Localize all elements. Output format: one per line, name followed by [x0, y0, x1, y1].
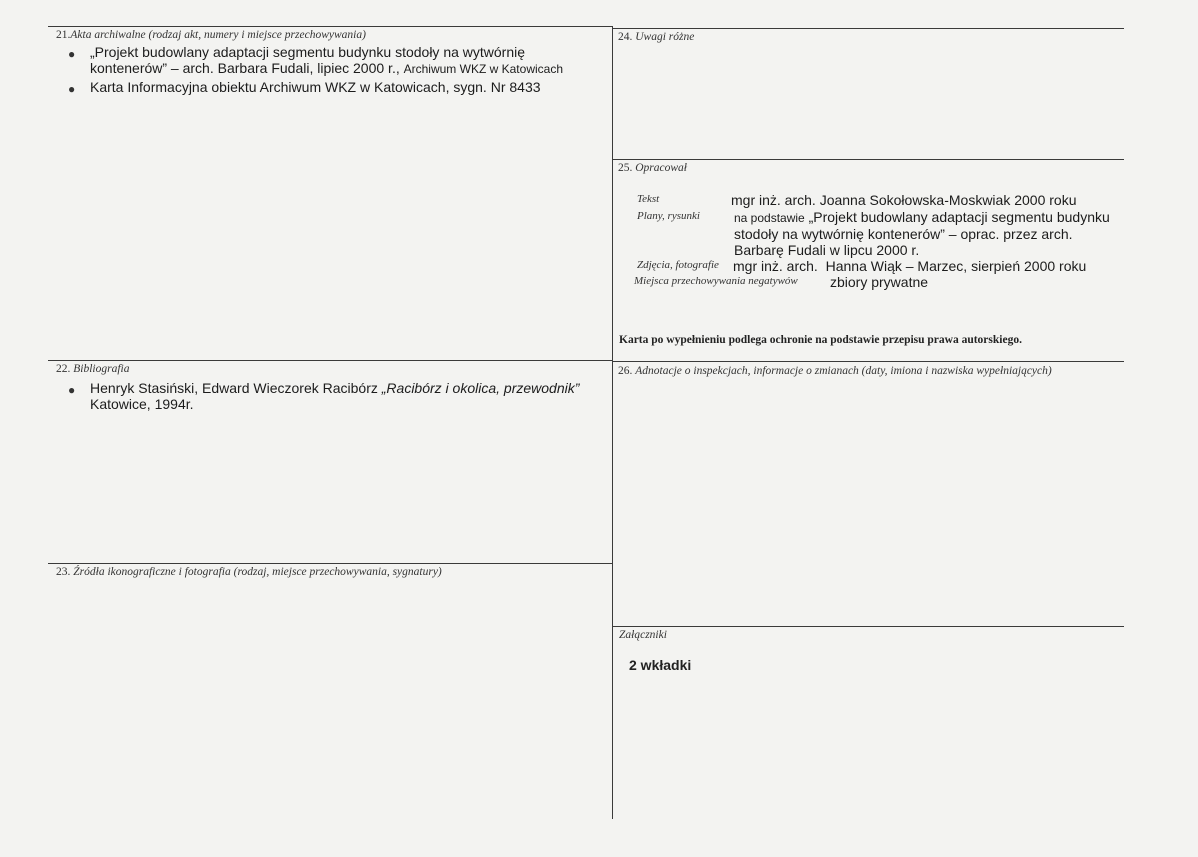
archival-item-1-line1: „Projekt budowlany adaptacji segmentu budynku stodoły na wytwórnię [90, 44, 526, 60]
section-24-label: Uwagi różne [635, 31, 695, 43]
text-credit-label: Tekst [637, 193, 660, 205]
bibliography-place-year: Katowice, 1994r. [90, 396, 194, 412]
bibliography-title: „Racibórz i okolica, przewodnik” [381, 380, 580, 396]
list-item [58, 79, 610, 95]
top-right-rule [612, 28, 1124, 29]
section-22-label: Bibliografia [73, 363, 130, 375]
archival-files-list [58, 44, 610, 95]
text-credit-value: mgr inż. arch. Joanna Sokołowska-Moskwiak 2000 roku [731, 192, 1077, 208]
section-23-header [56, 566, 442, 578]
archival-item-1-line2b: Archiwum WKZ w Katowicach [403, 62, 563, 76]
section-23-label: Źródła ikonograficzne i fotografia (rodzaj, miejsce przechowywania, sygnatury) [73, 566, 442, 578]
archival-item-2: Karta Informacyjna obiektu Archiwum WKZ w Katowicach, sygn. Nr 8433 [90, 79, 541, 95]
section-25-number: 25. [618, 162, 633, 174]
rule-23 [48, 563, 612, 564]
attachments-value: 2 wkładki [629, 657, 692, 673]
attachments-label: Załączniki [619, 629, 667, 641]
bullet-icon: ● [68, 383, 76, 397]
plans-prefix: na podstawie [734, 211, 805, 225]
plans-credit-label: Plany, rysunki [637, 210, 700, 222]
rule-attachments [612, 626, 1124, 627]
section-22-number: 22. [56, 363, 71, 375]
section-24-header [618, 31, 694, 43]
section-25-header [618, 162, 687, 174]
plans-value-line3: Barbarę Fudali w lipcu 2000 r. [734, 242, 920, 258]
attachments-header [619, 629, 667, 641]
bibliography-authors: Henryk Stasiński, Edward Wieczorek Racibórz [90, 380, 382, 396]
archival-item-1-line2a: kontenerów” – arch. Barbara Fudali, lipiec 2000 r., [90, 60, 400, 76]
bullet-icon: ● [68, 82, 76, 96]
photos-credit-label: Zdjęcia, fotografie [637, 259, 719, 271]
plans-value-line2: stodoły na wytwórnię kontenerów” – oprac. przez arch. [734, 226, 1073, 242]
top-left-rule [48, 26, 612, 27]
rule-22 [48, 360, 612, 361]
section-24-number: 24. [618, 31, 633, 43]
section-26-header [618, 365, 1052, 377]
section-26-number: 26. [618, 365, 633, 377]
plans-value-line1: „Projekt budowlany adaptacji segmentu budynku [804, 209, 1110, 225]
rule-25 [612, 159, 1124, 160]
negatives-value: zbiory prywatne [830, 274, 929, 290]
section-26-label: Adnotacje o inspekcjach, informacje o zmianach (daty, imiona i nazwiska wypełniających) [635, 365, 1052, 377]
section-21-number: 21. [56, 29, 71, 41]
section-25-label: Opracował [635, 162, 687, 174]
column-divider [612, 26, 613, 819]
section-21-header [56, 29, 366, 41]
section-23-number: 23. [56, 566, 71, 578]
bullet-icon: ● [68, 47, 76, 61]
list-item [58, 44, 610, 77]
photos-value-a: mgr inż. arch. [733, 258, 818, 274]
bibliography-list [58, 380, 610, 412]
photos-value-b: Hanna Wiąk – Marzec, sierpień 2000 roku [825, 258, 1087, 274]
section-22-header [56, 363, 129, 375]
plans-credit-value [734, 209, 1124, 258]
negatives-label: Miejsca przechowywania negatywów [634, 275, 798, 287]
copyright-notice: Karta po wypełnieniu podlega ochronie na podstawie przepisu prawa autorskiego. [619, 334, 1022, 346]
photos-credit-value [733, 258, 1086, 274]
list-item [58, 380, 610, 412]
rule-26 [612, 361, 1124, 362]
section-21-label: Akta archiwalne (rodzaj akt, numery i miejsce przechowywania) [70, 29, 366, 41]
